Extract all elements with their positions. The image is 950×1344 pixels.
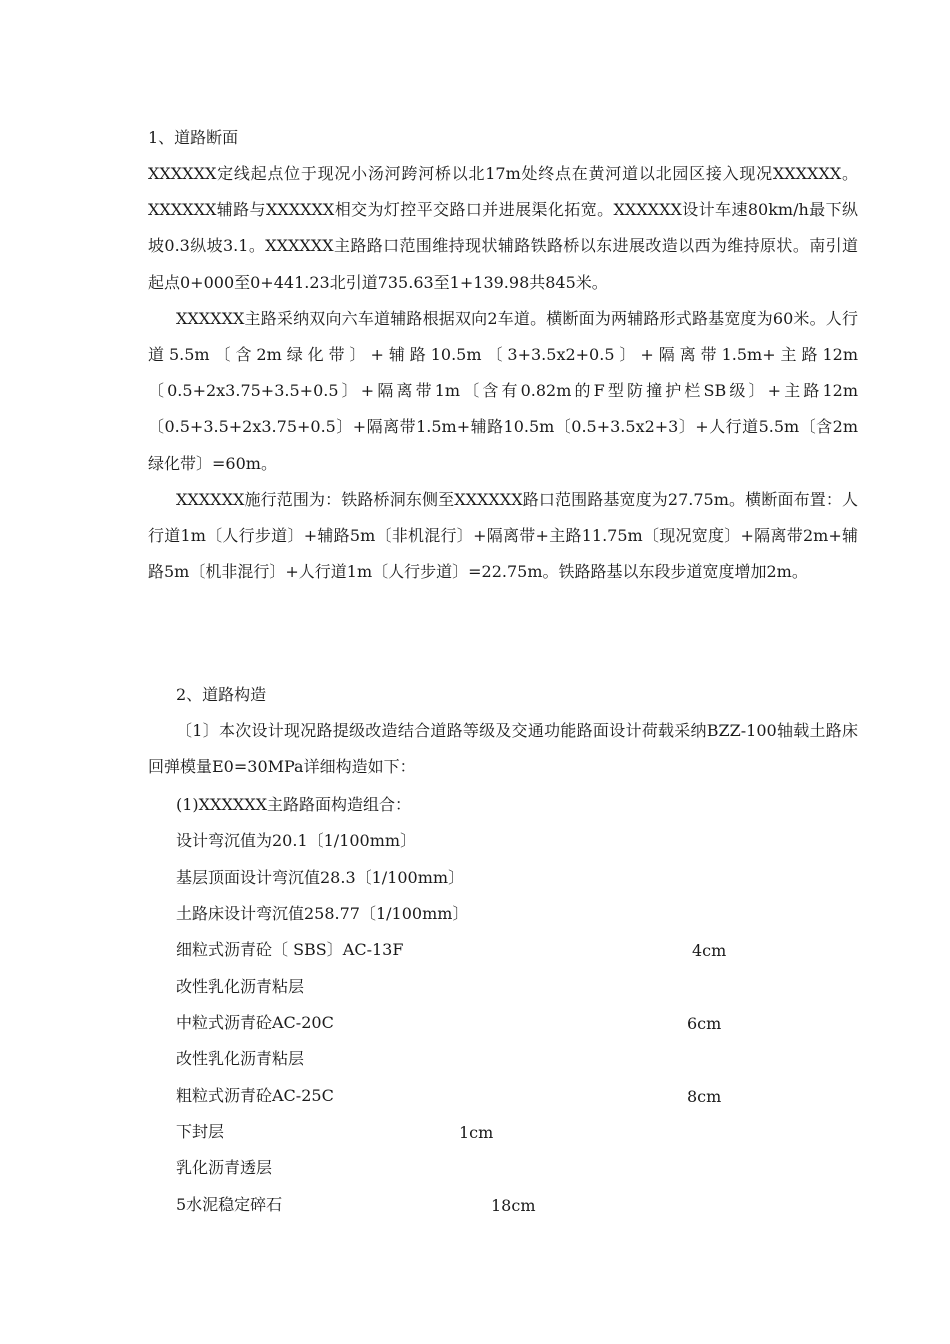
layer-name: 粗粒式沥青砼AC-25C: [176, 1086, 334, 1105]
layer-thickness: 1cm: [459, 1123, 494, 1142]
layer-thickness: 6cm: [687, 1014, 722, 1033]
layer-thickness: 8cm: [687, 1087, 722, 1106]
section1-paragraph-2: XXXXXX主路采纳双向六车道辅路根据双向2车道。横断面为两辅路形式路基宽度为60米。人行道5.5m〔含2m绿化带〕+辅路10.5m〔3+3.5x2+0.5〕+隔离带1.5m+主路12m〔0.5+2x3.75+3.5+0.5〕+隔离带1m〔含有0.82m的F型防撞护栏SB级〕+主路12m〔0.5+3.5+2x3.75+0.5〕+隔离带1.5m+辅路10.5m〔0.5+3.5x2+3〕+人行道5.5m〔含2m绿化带〕=60m。: [148, 308, 858, 473]
section2-sub-heading: (1)XXXXXX主路路面构造组合：: [176, 795, 412, 814]
section1-body: [148, 156, 858, 590]
layer-name: 中粒式沥青砼AC-20C: [176, 1013, 334, 1032]
layer-name: 细粒式沥青砼〔 SBS〕AC-13F: [176, 940, 404, 959]
layer-name: 5水泥稳定碎石: [176, 1195, 283, 1214]
section1-paragraph-1: XXXXXX定线起点位于现况小汤河跨河桥以北17m处终点在黄河道以北园区接入现况XXXXXX。XXXXXX辅路与XXXXXX相交为灯控平交路口并进展渠化拓宽。XXXXXX设计车速80km/h最下纵坡0.3纵坡3.1。XXXXXX主路路口范围维持现状辅路铁路桥以东进展改造以西为维持原状。南引道起点0+000至0+441.23北引道735.63至1+139.98共845米。: [148, 164, 858, 292]
layer-name: 改性乳化沥青粘层: [176, 1049, 305, 1068]
section2-heading: 2、道路构造: [176, 685, 267, 704]
layer-thickness: 18cm: [491, 1196, 536, 1215]
layer-thickness: 4cm: [692, 941, 727, 960]
layer-name: 改性乳化沥青粘层: [176, 977, 305, 996]
deflection-subgrade: 土路床设计弯沉值258.77〔1/100mm〕: [176, 904, 469, 923]
section1-paragraph-3: XXXXXX施行范围为：铁路桥洞东侧至XXXXXX路口范围路基宽度为27.75m。横断面布置：人行道1m〔人行步道〕+辅路5m〔非机混行〕+隔离带+主路11.75m〔现况宽度〕+隔离带2m+辅路5m〔机非混行〕+人行道1m〔人行步道〕=22.75m。铁路路基以东段步道宽度增加2m。: [148, 489, 858, 582]
section2-paragraph-1: 〔1〕本次设计现况路提级改造结合道路等级及交通功能路面设计荷载采纳BZZ-100轴载土路床回弹模量E0=30MPa详细构造如下：: [148, 721, 858, 777]
layer-name: 下封层: [176, 1122, 225, 1141]
deflection-base-top: 基层顶面设计弯沉值28.3〔1/100mm〕: [176, 868, 465, 887]
deflection-design: 设计弯沉值为20.1〔1/100mm〕: [176, 831, 417, 850]
layer-name: 乳化沥青透层: [176, 1158, 273, 1177]
section1-heading: 1、道路断面: [148, 128, 239, 147]
